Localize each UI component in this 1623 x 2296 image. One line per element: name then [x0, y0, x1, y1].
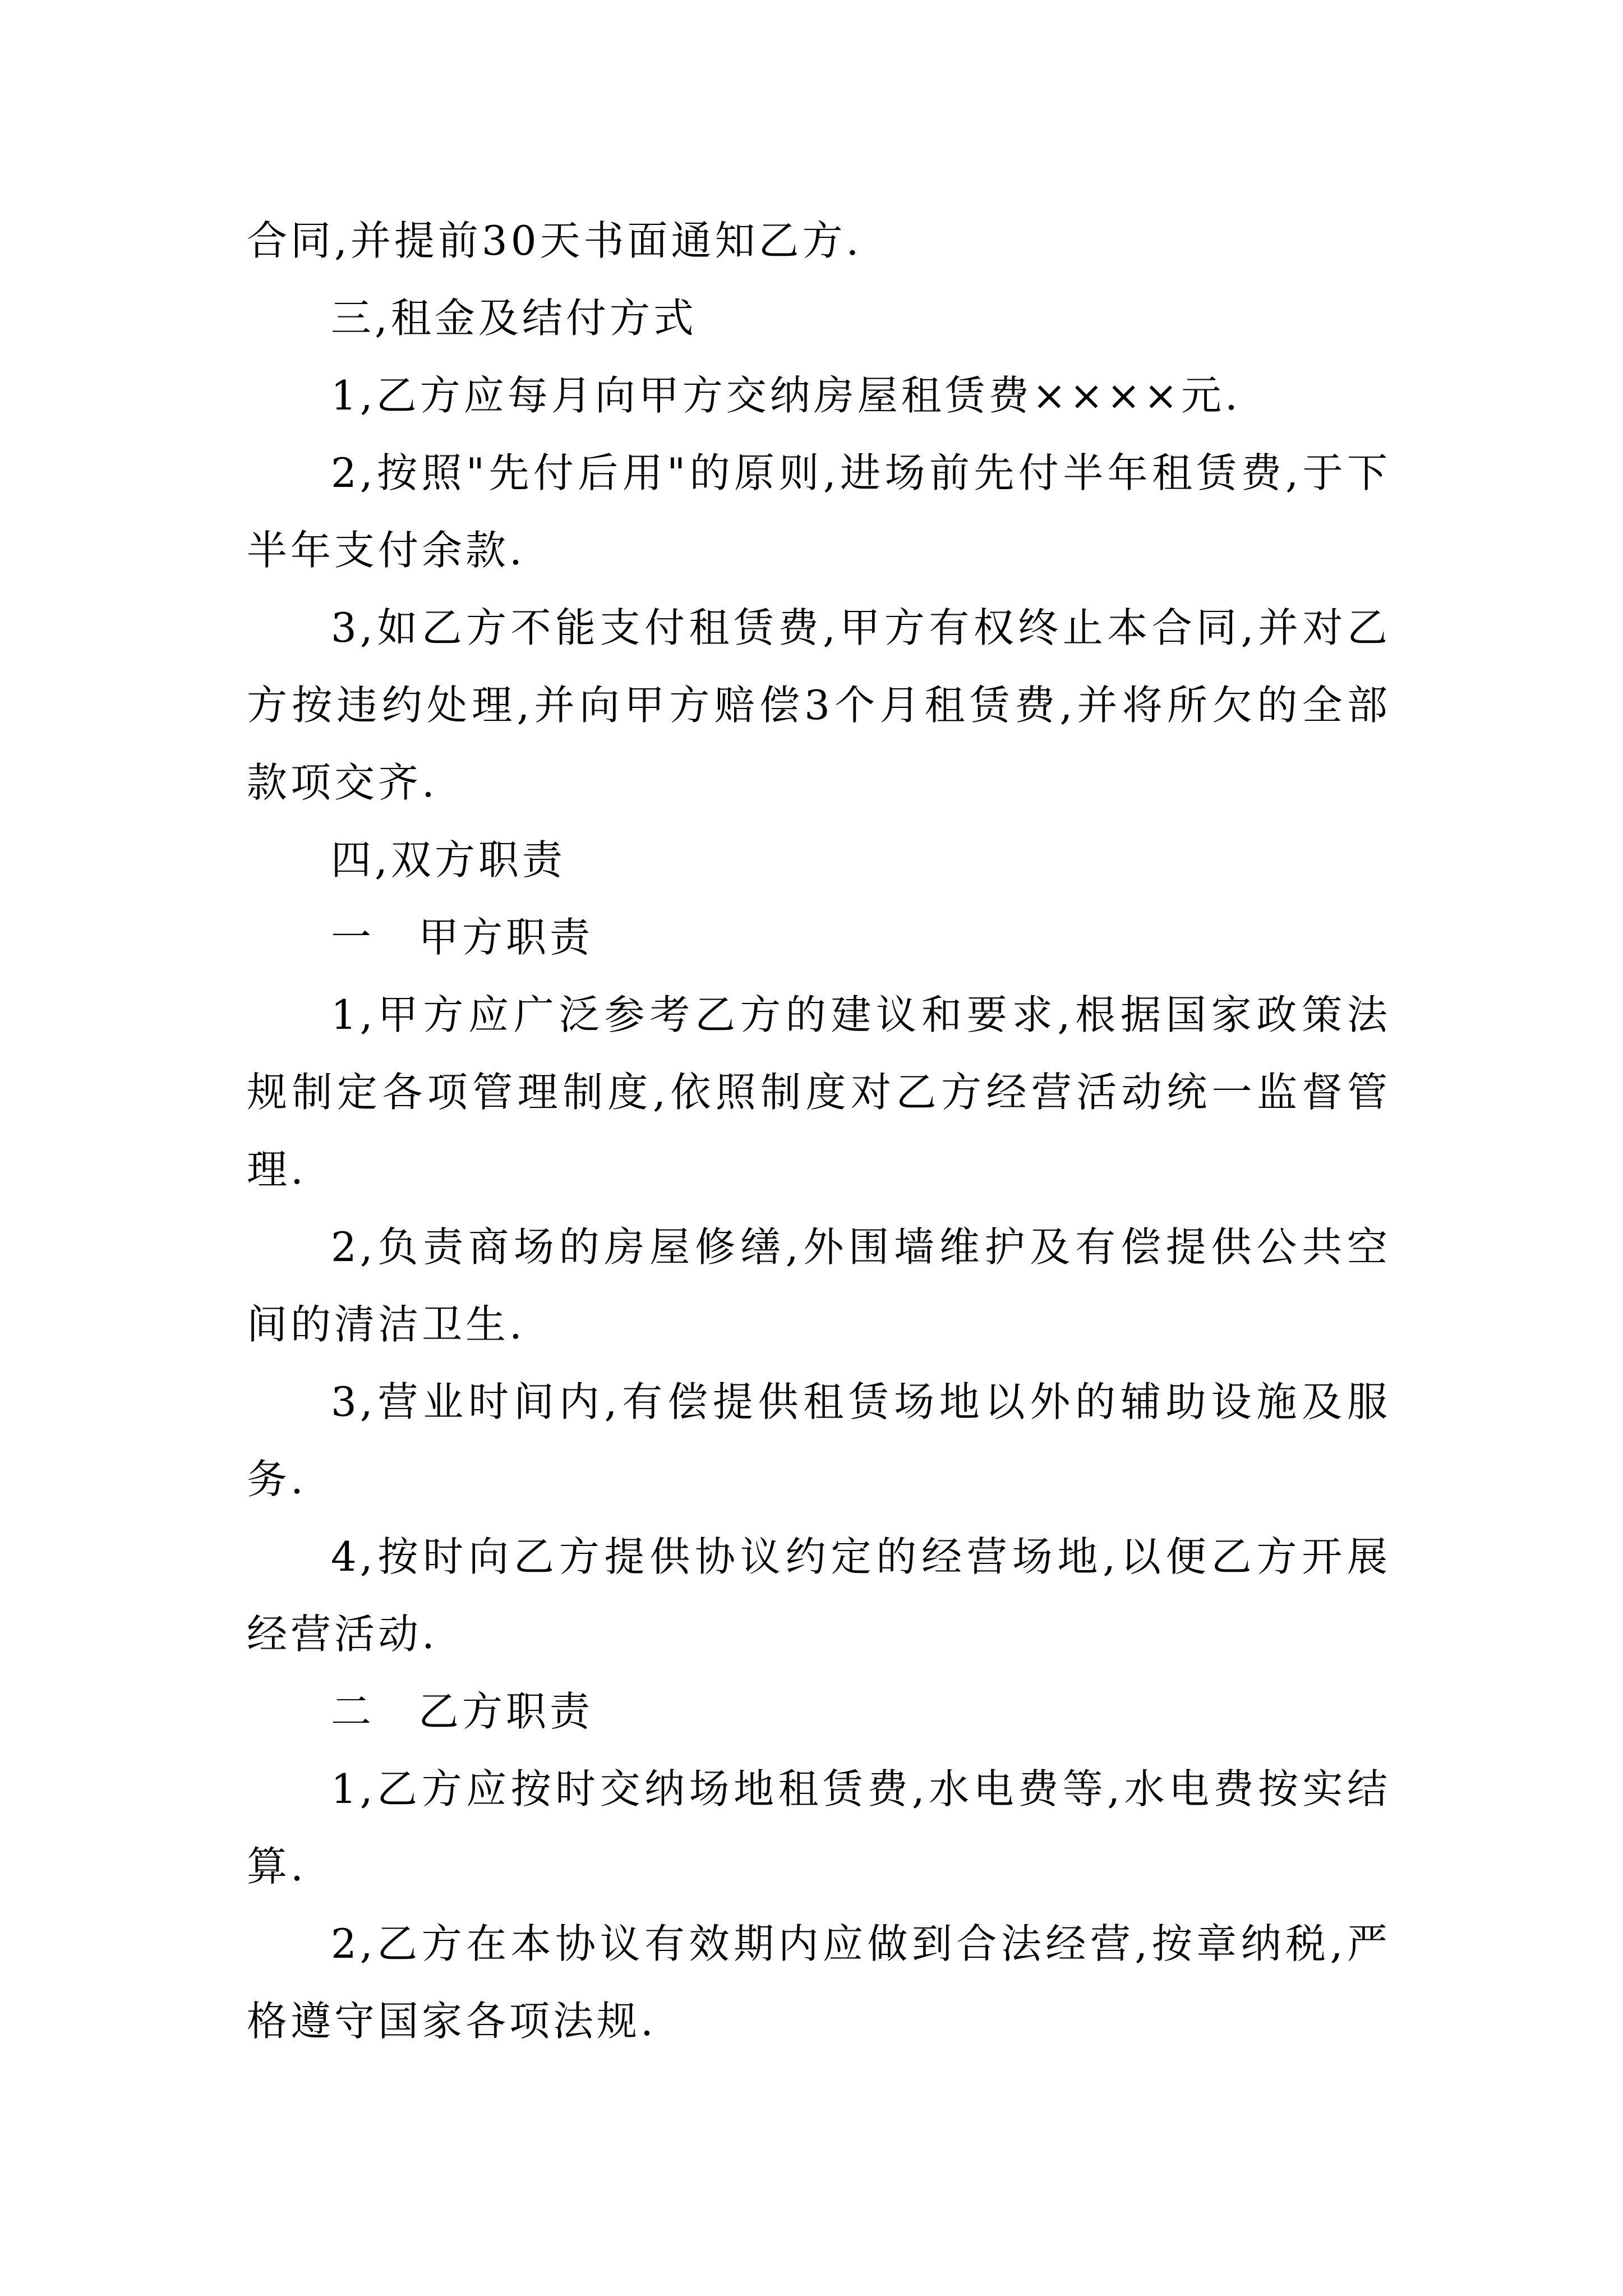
section-heading-duties: 四,双方职责 — [331, 836, 566, 884]
clause-a-venue: 4,按时向乙方提供协议约定的经营场地,以便乙方开展经营活动. — [247, 1533, 1391, 1658]
clause-prepay: 2,按照"先付后用"的原则,进场前先付半年租赁费,于下半年支付余款. — [247, 449, 1391, 574]
subheading-party-b-duties: 二 乙方职责 — [331, 1688, 594, 1735]
paragraph-continuation: 合同,并提前30天书面通知乙方. — [247, 217, 863, 264]
clause-a-maintenance: 2,负责商场的房屋修缮,外围墙维护及有偿提供公共空间的清洁卫生. — [247, 1223, 1391, 1348]
clause-a-facilities: 3,营业时间内,有偿提供租赁场地以外的辅助设施及服务. — [247, 1378, 1391, 1503]
document-body — [247, 202, 1391, 2060]
section-heading-rent-payment: 三,租金及结付方式 — [331, 295, 697, 342]
clause-monthly-rent: 1,乙方应每月向甲方交纳房屋租赁费××××元. — [331, 372, 1241, 419]
clause-a-management: 1,甲方应广泛参考乙方的建议和要求,根据国家政策法规制定各项管理制度,依照制度对乙方经营活动统一监督管理. — [247, 991, 1391, 1193]
clause-b-fees: 1,乙方应按时交纳场地租赁费,水电费等,水电费按实结算. — [247, 1765, 1391, 1890]
clause-default: 3,如乙方不能支付租赁费,甲方有权终止本合同,并对乙方按违约处理,并向甲方赔偿3个月租赁费,并将所欠的全部款项交齐. — [247, 604, 1391, 806]
clause-b-legal: 2,乙方在本协议有效期内应做到合法经营,按章纳税,严格遵守国家各项法规. — [247, 1920, 1391, 2045]
subheading-party-a-duties: 一 甲方职责 — [331, 914, 594, 961]
